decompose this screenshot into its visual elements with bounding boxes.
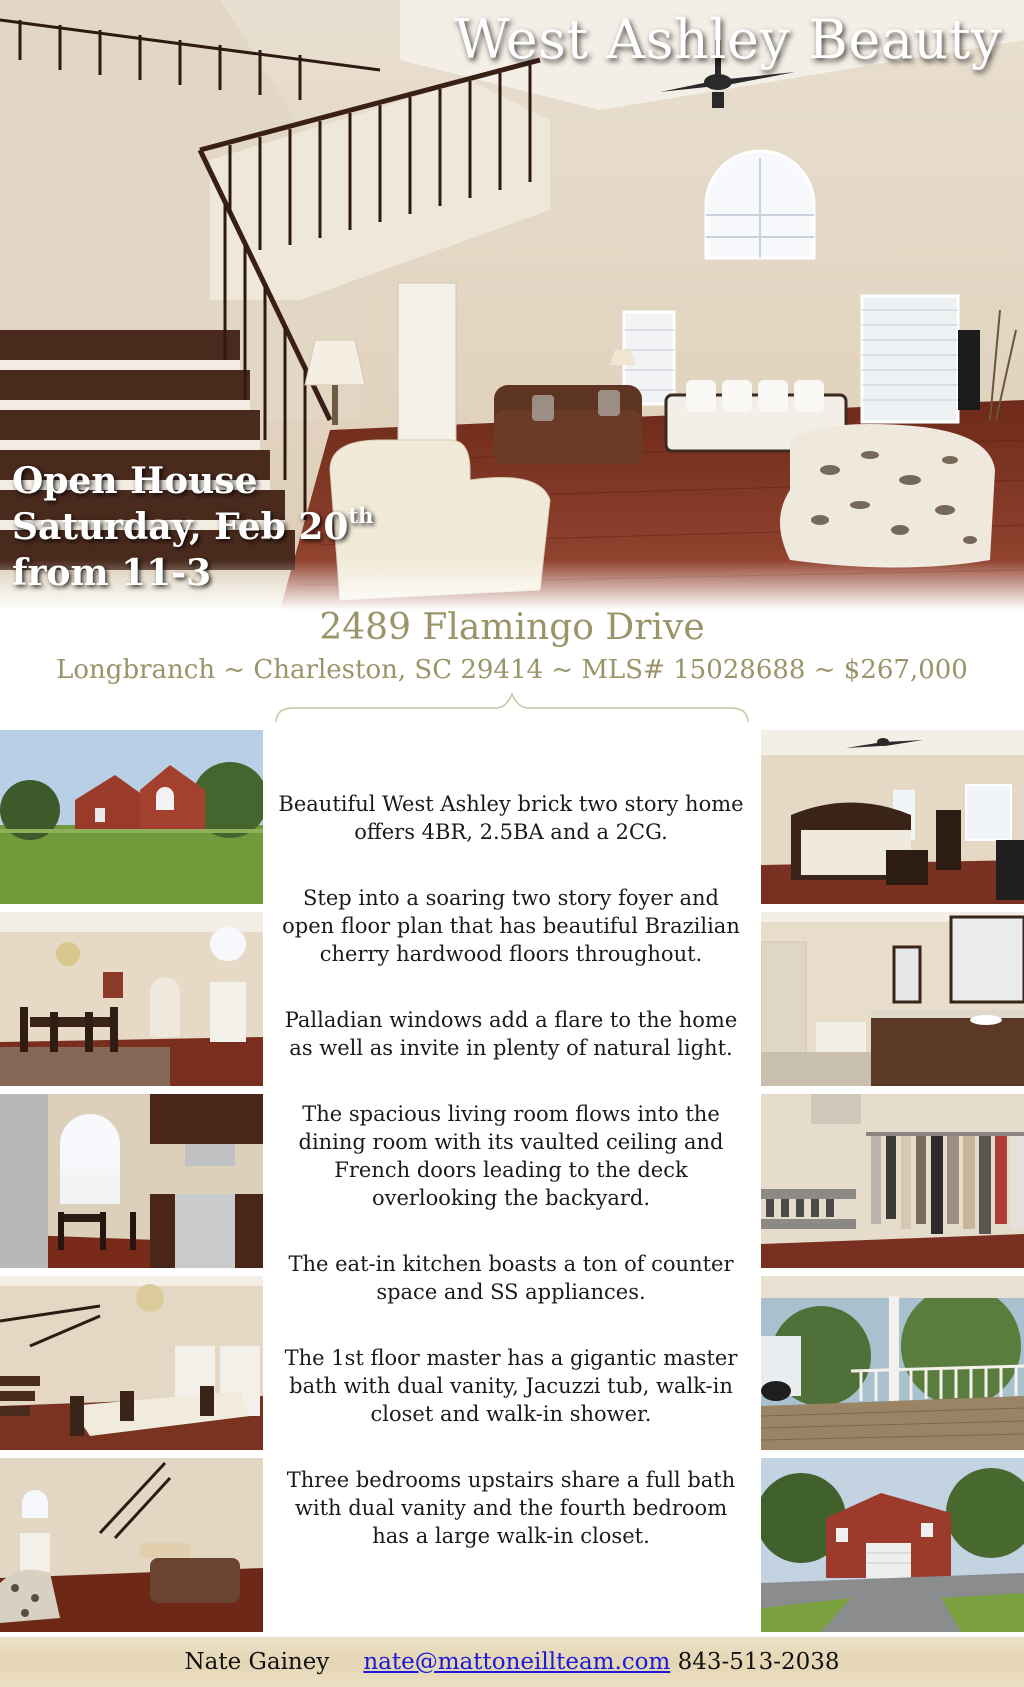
photo-walk-in-closet xyxy=(761,1094,1024,1268)
photo-exterior-garage xyxy=(761,1458,1024,1632)
photo-foyer-living xyxy=(0,1458,263,1632)
photo-master-bedroom xyxy=(761,730,1024,904)
open-house-date: Saturday, Feb 20 xyxy=(12,506,349,548)
photo-exterior-front xyxy=(0,730,263,904)
description-paragraph: Beautiful West Ashley brick two story home offers 4BR, 2.5BA and a 2CG. xyxy=(278,792,744,844)
photo-living-dining xyxy=(0,1276,263,1450)
open-house-notice xyxy=(12,458,373,596)
description-paragraph: Palladian windows add a flare to the home as well as invite in plenty of natural light. xyxy=(284,1008,738,1060)
listing-info: Longbranch ~ Charleston, SC 29414 ~ MLS# 15028688 ~ $267,000 xyxy=(56,655,968,685)
description-paragraph: Three bedrooms upstairs share a full bath with dual vanity and the fourth bedroom has a large walk-in closet. xyxy=(286,1468,736,1548)
description-paragraph: Step into a soaring two story foyer and open floor plan that has beautiful Brazilian cherry hardwood floors throughout. xyxy=(282,886,740,966)
hero-title: West Ashley Beauty xyxy=(454,8,1002,71)
open-house-line-1: Open House xyxy=(12,460,258,502)
right-photo-column xyxy=(761,730,1024,1640)
open-house-date-suffix: th xyxy=(348,503,374,528)
photo-dining-room xyxy=(0,912,263,1086)
hero-photo xyxy=(0,0,1024,610)
photo-back-deck xyxy=(761,1276,1024,1450)
description-paragraph: The 1st floor master has a gigantic master bath with dual vanity, Jacuzzi tub, walk-in closet and walk-in shower. xyxy=(284,1346,738,1426)
agent-phone: 843-513-2038 xyxy=(677,1649,840,1675)
open-house-line-3: from 11-3 xyxy=(12,552,212,594)
brace-divider xyxy=(274,690,750,724)
description-paragraph: The eat-in kitchen boasts a ton of counter space and SS appliances. xyxy=(288,1252,734,1304)
agent-name: Nate Gainey xyxy=(184,1649,330,1675)
agent-contact-footer xyxy=(0,1637,1024,1687)
property-description xyxy=(275,790,747,1550)
photo-kitchen xyxy=(0,1094,263,1268)
street-address: 2489 Flamingo Drive xyxy=(319,607,705,648)
left-photo-column xyxy=(0,730,263,1640)
description-paragraph: The spacious living room flows into the dining room with its vaulted ceiling and French doors leading to the deck overlooking the backyard. xyxy=(298,1102,724,1210)
open-house-line-2 xyxy=(12,504,373,550)
photo-master-bath xyxy=(761,912,1024,1086)
agent-email-link[interactable]: nate@mattoneillteam.com xyxy=(363,1649,671,1675)
listing-address xyxy=(0,605,1024,687)
